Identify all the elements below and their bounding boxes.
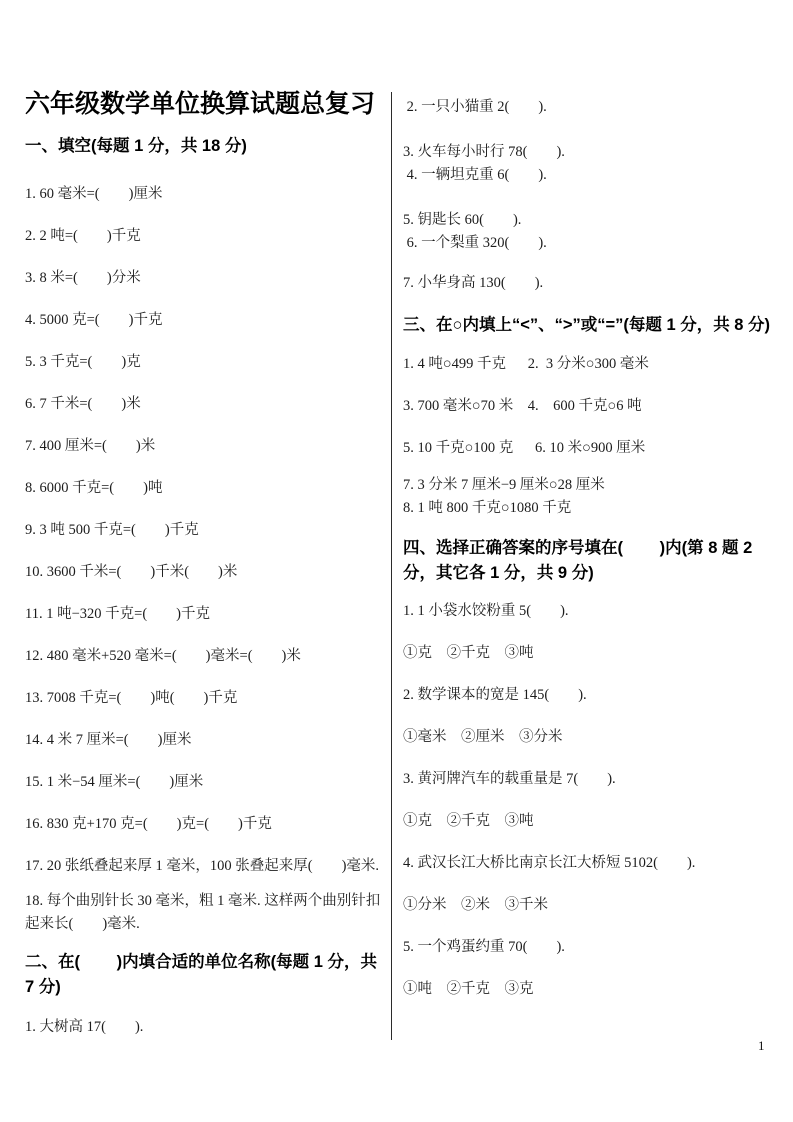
choice-options-5: ①吨 ②千克 ③克 (403, 981, 534, 997)
fill-blank-item-8: 8. 6000 千克=( )吨 (25, 480, 163, 496)
fill-blank-item-13: 13. 7008 千克=( )吨( )千克 (25, 690, 238, 706)
fill-blank-item-14: 14. 4 米 7 厘米=( )厘米 (25, 732, 192, 748)
fill-blank-item-3: 3. 8 米=( )分米 (25, 270, 141, 286)
fill-blank-item-16: 16. 830 克+170 克=( )克=( )千克 (25, 816, 272, 832)
unit-name-item-3: 3. 火车每小时行 78( ). (403, 144, 565, 160)
left-column (25, 88, 381, 1039)
section2-heading: 二、在( )内填合适的单位名称(每题 1 分，共 7 分) (25, 953, 382, 996)
choice-question-3: 3. 黄河牌汽车的载重量是 7( ). (403, 771, 616, 787)
page-number: 1 (758, 1038, 765, 1053)
column-divider-line (391, 92, 392, 1040)
compare-row-1: 1. 4 吨○499 千克 2. 3 分米○300 毫米 (403, 356, 649, 372)
fill-blank-item-7: 7. 400 厘米=( )米 (25, 438, 156, 454)
section3-heading: 三、在○内填上“<”、“>”或“=”(每题 1 分，共 8 分) (403, 316, 771, 334)
fill-blank-item-12: 12. 480 毫米+520 毫米=( )毫米=( )米 (25, 648, 301, 664)
choice-question-2: 2. 数学课本的宽是 145( ). (403, 687, 587, 703)
compare-item-8: 8. 1 吨 800 千克○1080 千克 (403, 500, 572, 516)
unit-name-item-1: 1. 大树高 17( ). (25, 1019, 144, 1035)
choice-question-5: 5. 一个鸡蛋约重 70( ). (403, 939, 565, 955)
section4-heading: 四、选择正确答案的序号填在( )内(第 8 题 2 分，其它各 1 分，共 9 分) (403, 539, 757, 582)
fill-blank-item-6: 6. 7 千米=( )米 (25, 396, 141, 412)
section1-heading: 一、填空(每题 1 分，共 18 分) (25, 137, 247, 155)
choice-options-3: ①克 ②千克 ③吨 (403, 813, 534, 829)
fill-blank-item-9: 9. 3 吨 500 千克=( )千克 (25, 522, 199, 538)
fill-blank-item-11: 11. 1 吨−320 千克=( )千克 (25, 606, 210, 622)
fill-blank-item-2: 2. 2 吨=( )千克 (25, 228, 141, 244)
choice-options-2: ①毫米 ②厘米 ③分米 (403, 729, 563, 745)
fill-blank-item-1: 1. 60 毫米=( )厘米 (25, 186, 163, 202)
unit-name-item-7: 7. 小华身高 130( ). (403, 275, 544, 291)
unit-name-item-5: 5. 钥匙长 60( ). (403, 212, 522, 228)
fill-blank-item-17: 17. 20 张纸叠起来厚 1 毫米，100 张叠起来厚( )毫米. (25, 858, 380, 874)
page-title: 六年级数学单位换算试题总复习 (25, 90, 376, 118)
compare-item-7: 7. 3 分米 7 厘米−9 厘米○28 厘米 (403, 477, 605, 493)
fill-blank-item-4: 4. 5000 克=( )千克 (25, 312, 163, 328)
unit-name-item-2: 2. 一只小猫重 2( ). (403, 99, 547, 115)
compare-row-3: 5. 10 千克○100 克 6. 10 米○900 厘米 (403, 440, 646, 456)
choice-question-1: 1. 1 小袋水饺粉重 5( ). (403, 603, 569, 619)
right-column (403, 96, 777, 1001)
unit-name-item-6: 6. 一个梨重 320( ). (403, 235, 547, 251)
fill-blank-item-10: 10. 3600 千米=( )千米( )米 (25, 564, 238, 580)
fill-blank-item-15: 15. 1 米−54 厘米=( )厘米 (25, 774, 204, 790)
compare-row-2: 3. 700 毫米○70 米 4. 600 千克○6 吨 (403, 398, 642, 414)
fill-blank-item-18: 18. 每个曲别针长 30 毫米，粗 1 毫米. 这样两个曲别针扣起来长( )毫米. (25, 893, 381, 932)
choice-question-4: 4. 武汉长江大桥比南京长江大桥短 5102( ). (403, 855, 696, 871)
choice-options-1: ①克 ②千克 ③吨 (403, 645, 534, 661)
choice-options-4: ①分米 ②米 ③千米 (403, 897, 548, 913)
fill-blank-item-5: 5. 3 千克=( )克 (25, 354, 141, 370)
unit-name-item-4: 4. 一辆坦克重 6( ). (403, 167, 547, 183)
